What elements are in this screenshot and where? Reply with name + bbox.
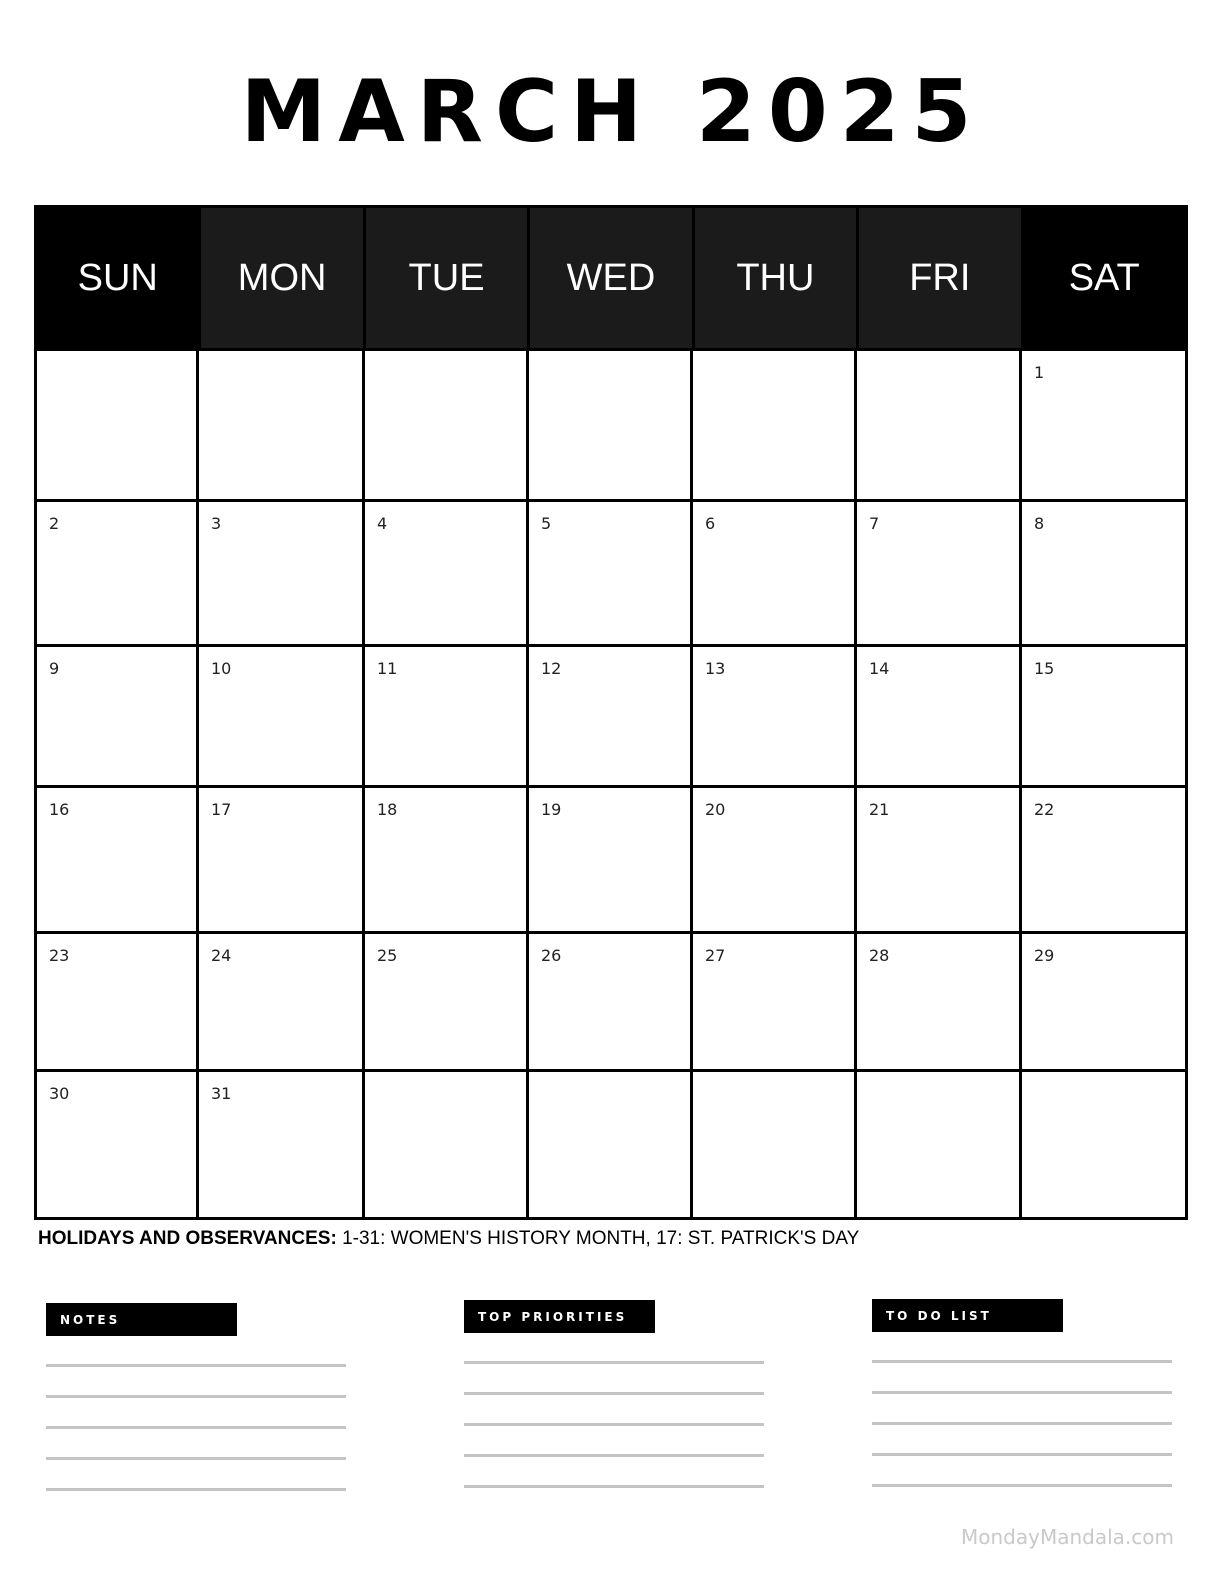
day-cell[interactable] xyxy=(857,788,1022,931)
day-cell[interactable] xyxy=(857,502,1022,644)
weekday-thu: THU xyxy=(695,208,859,348)
notes-line[interactable] xyxy=(46,1364,346,1367)
day-cell[interactable] xyxy=(1022,502,1188,644)
day-cell[interactable] xyxy=(1022,1072,1188,1217)
notes-line[interactable] xyxy=(46,1457,346,1460)
day-cell[interactable] xyxy=(693,351,857,499)
day-cell[interactable] xyxy=(199,1072,365,1217)
day-cell[interactable] xyxy=(199,788,365,931)
day-number: 9 xyxy=(49,659,60,678)
day-cell[interactable] xyxy=(529,788,693,931)
day-cell[interactable] xyxy=(37,1072,199,1217)
day-cell[interactable] xyxy=(857,934,1022,1069)
day-cell[interactable] xyxy=(365,788,529,931)
notes-label: NOTES xyxy=(46,1303,237,1336)
day-number: 3 xyxy=(211,514,222,533)
todo-line[interactable] xyxy=(872,1453,1172,1456)
weekday-fri: FRI xyxy=(859,208,1023,348)
day-cell[interactable] xyxy=(529,351,693,499)
weekday-header-row xyxy=(34,205,1188,351)
day-number: 22 xyxy=(1034,800,1055,819)
day-cell[interactable] xyxy=(37,788,199,931)
weekday-tue: TUE xyxy=(366,208,530,348)
priorities-line[interactable] xyxy=(464,1485,764,1488)
day-cell[interactable] xyxy=(365,351,529,499)
day-number: 20 xyxy=(705,800,726,819)
todo-line[interactable] xyxy=(872,1484,1172,1487)
day-number: 14 xyxy=(869,659,890,678)
day-cell[interactable] xyxy=(365,934,529,1069)
day-cell[interactable] xyxy=(693,502,857,644)
weekday-sun: SUN xyxy=(37,208,201,348)
week-row xyxy=(37,647,1188,788)
holidays-text: 1-31: WOMEN'S HISTORY MONTH, 17: ST. PATRICK'S DAY xyxy=(342,1228,860,1249)
day-number: 17 xyxy=(211,800,232,819)
todo-line[interactable] xyxy=(872,1360,1172,1363)
day-number: 5 xyxy=(541,514,552,533)
todo-line[interactable] xyxy=(872,1422,1172,1425)
weekday-wed: WED xyxy=(530,208,694,348)
top-priorities-section xyxy=(464,1300,764,1488)
day-cell[interactable] xyxy=(857,1072,1022,1217)
day-number: 10 xyxy=(211,659,232,678)
notes-line[interactable] xyxy=(46,1426,346,1429)
day-cell[interactable] xyxy=(857,647,1022,785)
day-number: 6 xyxy=(705,514,716,533)
day-number: 8 xyxy=(1034,514,1045,533)
weekday-sat: SAT xyxy=(1024,208,1185,348)
holidays-line xyxy=(38,1228,859,1250)
calendar-grid xyxy=(34,205,1188,1220)
notes-line[interactable] xyxy=(46,1395,346,1398)
day-cell[interactable] xyxy=(693,934,857,1069)
notes-line[interactable] xyxy=(46,1488,346,1491)
day-number: 27 xyxy=(705,946,726,965)
top-priorities-label: TOP PRIORITIES xyxy=(464,1300,655,1333)
day-number: 13 xyxy=(705,659,726,678)
day-cell[interactable] xyxy=(365,647,529,785)
notes-section xyxy=(46,1303,346,1491)
week-row xyxy=(37,788,1188,934)
day-cell[interactable] xyxy=(693,788,857,931)
day-grid xyxy=(34,351,1188,1220)
day-cell[interactable] xyxy=(199,647,365,785)
priorities-line[interactable] xyxy=(464,1454,764,1457)
priorities-line[interactable] xyxy=(464,1392,764,1395)
day-cell[interactable] xyxy=(693,1072,857,1217)
todo-section xyxy=(872,1299,1172,1487)
brand-watermark: MondayMandala.com xyxy=(961,1525,1174,1549)
day-number: 2 xyxy=(49,514,60,533)
priorities-line[interactable] xyxy=(464,1361,764,1364)
day-cell[interactable] xyxy=(529,647,693,785)
day-cell[interactable] xyxy=(37,647,199,785)
day-number: 12 xyxy=(541,659,562,678)
day-cell[interactable] xyxy=(1022,934,1188,1069)
weekday-mon: MON xyxy=(201,208,365,348)
day-cell[interactable] xyxy=(857,351,1022,499)
day-cell[interactable] xyxy=(37,934,199,1069)
day-cell[interactable] xyxy=(1022,351,1188,499)
day-number: 30 xyxy=(49,1084,70,1103)
day-number: 1 xyxy=(1034,363,1045,382)
day-number: 11 xyxy=(377,659,398,678)
week-row xyxy=(37,934,1188,1072)
day-number: 23 xyxy=(49,946,70,965)
day-number: 19 xyxy=(541,800,562,819)
week-row xyxy=(37,351,1188,502)
day-cell[interactable] xyxy=(365,502,529,644)
day-number: 15 xyxy=(1034,659,1055,678)
day-cell[interactable] xyxy=(529,502,693,644)
day-cell[interactable] xyxy=(365,1072,529,1217)
todo-label: TO DO LIST xyxy=(872,1299,1063,1332)
todo-line[interactable] xyxy=(872,1391,1172,1394)
week-row xyxy=(37,1072,1188,1220)
day-number: 26 xyxy=(541,946,562,965)
day-number: 29 xyxy=(1034,946,1055,965)
day-cell[interactable] xyxy=(529,934,693,1069)
holidays-label: HOLIDAYS AND OBSERVANCES: xyxy=(38,1228,337,1249)
day-cell[interactable] xyxy=(1022,788,1188,931)
day-cell[interactable] xyxy=(37,351,199,499)
day-cell[interactable] xyxy=(529,1072,693,1217)
day-number: 18 xyxy=(377,800,398,819)
day-number: 28 xyxy=(869,946,890,965)
day-cell[interactable] xyxy=(693,647,857,785)
day-cell[interactable] xyxy=(199,934,365,1069)
day-number: 24 xyxy=(211,946,232,965)
day-number: 31 xyxy=(211,1084,232,1103)
day-cell[interactable] xyxy=(199,351,365,499)
day-number: 4 xyxy=(377,514,388,533)
calendar-title: MARCH 2025 xyxy=(240,62,984,162)
day-number: 7 xyxy=(869,514,880,533)
day-number: 16 xyxy=(49,800,70,819)
day-cell[interactable] xyxy=(37,502,199,644)
day-cell[interactable] xyxy=(199,502,365,644)
day-number: 21 xyxy=(869,800,890,819)
priorities-line[interactable] xyxy=(464,1423,764,1426)
day-cell[interactable] xyxy=(1022,647,1188,785)
day-number: 25 xyxy=(377,946,398,965)
week-row xyxy=(37,502,1188,647)
